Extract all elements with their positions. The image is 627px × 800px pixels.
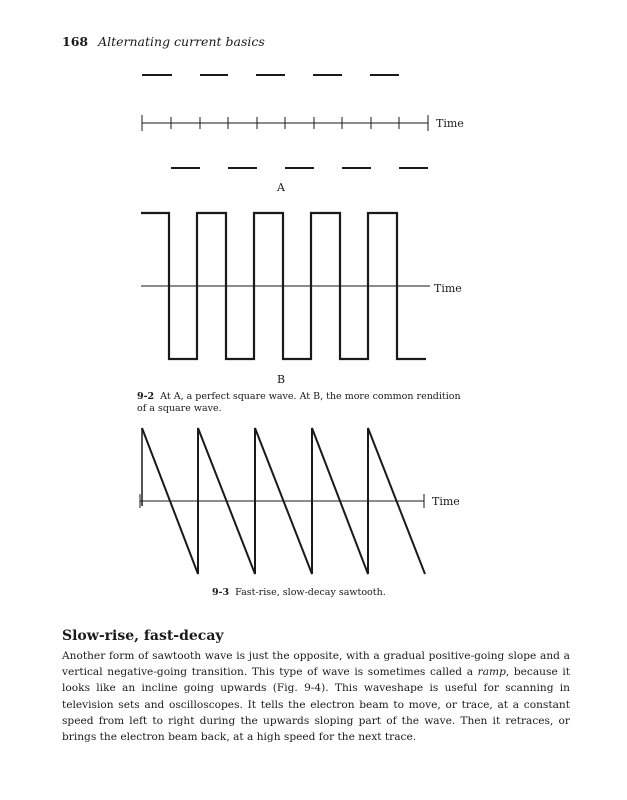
time-label-a: Time	[436, 117, 464, 130]
time-label-b: Time	[434, 282, 462, 295]
emphasized-term: ramp	[477, 666, 506, 679]
section-heading: Slow-rise, fast-decay	[62, 628, 224, 644]
caption-number: 9-3	[212, 587, 230, 598]
caption-text: At A, a perfect square wave. At B, the more common rendition of a square wave.	[137, 391, 461, 414]
paragraph-text-end: , because it looks like an incline going upwards (Fig. 9-4). This waveshape is useful for scanning in television sets and oscilloscopes. It tells the electron beam to move, or trace, at a constant speed from left to right during the upwards sloping part of the wave. Then it retraces, or brings the electron beam back, at a high speed for the next trace.	[62, 666, 570, 744]
caption-text: Fast-rise, slow-decay sawtooth.	[235, 587, 386, 598]
caption-number: 9-2	[137, 391, 155, 402]
figure-label-b: B	[276, 373, 286, 386]
running-title: Alternating current basics	[98, 34, 265, 49]
figure-9-2b	[0, 200, 627, 390]
paragraph-text-start: Another form of sawtooth wave is just the opposite, with a gradual positive-going slope and a vertical negative-going transition. This type of wave is sometimes called a	[62, 650, 570, 679]
time-label-9-3: Time	[432, 495, 460, 508]
figure-9-3	[0, 420, 627, 590]
figure-9-3-caption	[212, 587, 472, 599]
figure-9-2-caption	[137, 391, 467, 415]
page-number: 168	[62, 34, 89, 49]
figure-label-a: A	[277, 181, 285, 194]
body-paragraph	[62, 648, 570, 745]
time-axis-a	[142, 115, 428, 131]
page-header	[62, 34, 265, 49]
